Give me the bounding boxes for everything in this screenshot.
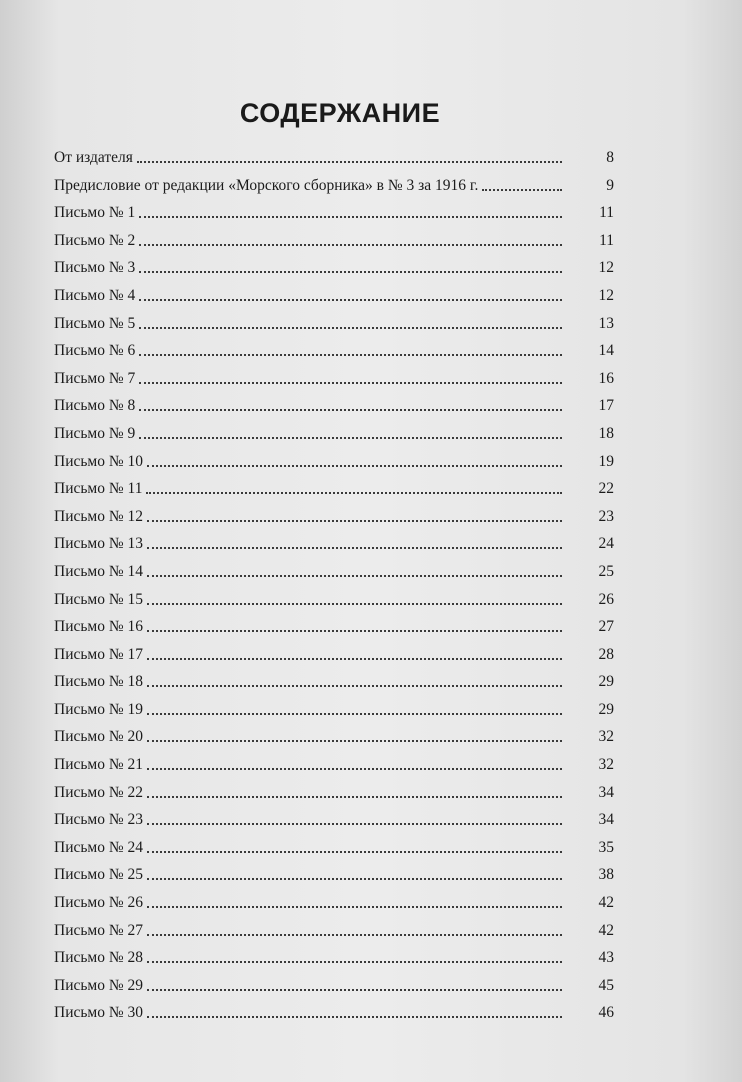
toc-entry-page-number: 26	[598, 590, 614, 608]
toc-entry-page-number: 12	[598, 286, 614, 304]
toc-entry	[54, 222, 614, 250]
toc-entry	[54, 940, 614, 968]
toc-entry-label: Письмо № 6	[54, 342, 136, 360]
toc-entry-page-number: 34	[598, 783, 614, 801]
toc-entry-page-number: 22	[598, 480, 614, 498]
dot-leader	[147, 851, 562, 853]
toc-entry-label: Письмо № 20	[54, 728, 144, 746]
toc-entry-label: Письмо № 14	[54, 562, 144, 580]
toc-entry-page-number: 11	[599, 204, 614, 222]
toc-entry-label: Письмо № 23	[54, 811, 144, 829]
toc-entry-page-number: 9	[606, 176, 614, 194]
toc-entry-page-number: 17	[598, 397, 614, 415]
dot-leader	[147, 768, 562, 770]
toc-entry	[54, 774, 614, 802]
toc-entry	[54, 145, 614, 167]
toc-entry-label: Письмо № 29	[54, 976, 144, 994]
toc-entry-label: Письмо № 8	[54, 397, 136, 415]
dot-leader	[147, 989, 562, 991]
dot-leader	[147, 630, 562, 632]
toc-entry-label: Письмо № 7	[54, 369, 136, 387]
toc-entry-page-number: 28	[598, 645, 614, 663]
toc-entry-label: Письмо № 25	[54, 866, 144, 884]
toc-entry-label: Письмо № 12	[54, 507, 144, 525]
dot-leader	[139, 354, 562, 356]
toc-entry	[54, 884, 614, 912]
toc-entry-label: Письмо № 24	[54, 838, 144, 856]
dot-leader	[147, 547, 562, 549]
toc-entry	[54, 746, 614, 774]
toc-entry-label: Письмо № 16	[54, 618, 144, 636]
dot-leader	[147, 878, 562, 880]
toc-entry-page-number: 35	[598, 838, 614, 856]
toc-entry-label: Письмо № 4	[54, 286, 136, 304]
dot-leader	[147, 713, 562, 715]
toc-entry	[54, 636, 614, 664]
dot-leader	[147, 465, 562, 467]
toc-entry	[54, 415, 614, 443]
dot-leader	[139, 271, 562, 273]
toc-entry-label: От издателя	[54, 149, 133, 166]
toc-entry	[54, 360, 614, 388]
toc-entry	[54, 250, 614, 278]
toc-entry-page-number: 38	[598, 866, 614, 884]
toc-entry	[54, 609, 614, 637]
toc-entry-page-number: 45	[598, 976, 614, 994]
dot-leader	[139, 382, 562, 384]
toc-entry	[54, 995, 614, 1023]
toc-entry-label: Письмо № 9	[54, 424, 136, 442]
toc-entry	[54, 388, 614, 416]
dot-leader	[147, 934, 562, 936]
dot-leader	[147, 961, 562, 963]
toc-entry	[54, 443, 614, 471]
dot-leader	[147, 823, 562, 825]
toc-entry-page-number: 24	[598, 535, 614, 553]
toc-entry	[54, 719, 614, 747]
dot-leader	[147, 603, 562, 605]
dot-leader	[139, 437, 562, 439]
toc-entry-page-number: 11	[599, 231, 614, 249]
dot-leader	[482, 189, 562, 191]
dot-leader	[147, 740, 562, 742]
toc-entry	[54, 664, 614, 692]
toc-entry-page-number: 18	[598, 424, 614, 442]
toc-entry	[54, 802, 614, 830]
toc-entry-page-number: 43	[598, 949, 614, 967]
page-title: СОДЕРЖАНИЕ	[239, 98, 441, 129]
dot-leader	[139, 299, 562, 301]
toc-entry	[54, 553, 614, 581]
toc-entry-label: Предисловие от редакции «Морского сборника» в № 3 за 1916 г.	[54, 176, 479, 194]
toc-entry	[54, 305, 614, 333]
toc-entry-label: Письмо № 19	[54, 700, 144, 718]
toc-entry-page-number: 16	[598, 369, 614, 387]
toc-entry-page-number: 29	[598, 700, 614, 718]
toc-entry-page-number: 14	[598, 342, 614, 360]
toc-entry	[54, 333, 614, 361]
toc-entry-label: Письмо № 15	[54, 590, 144, 608]
dot-leader	[147, 658, 562, 660]
toc-entry-label: Письмо № 27	[54, 921, 144, 939]
toc-entry	[54, 691, 614, 719]
toc-entry-page-number: 42	[598, 921, 614, 939]
toc-entry	[54, 167, 614, 195]
toc-entry-label: Письмо № 30	[54, 1004, 144, 1022]
dot-leader	[139, 244, 562, 246]
toc-entry-label: Письмо № 17	[54, 645, 144, 663]
toc-entry-page-number: 32	[598, 728, 614, 746]
toc-entry-label: Письмо № 10	[54, 452, 144, 470]
toc-entry-label: Письмо № 28	[54, 949, 144, 967]
toc-entry	[54, 498, 614, 526]
toc-entry-page-number: 23	[598, 507, 614, 525]
toc-entry	[54, 195, 614, 223]
toc-entry-page-number: 12	[598, 259, 614, 277]
toc-entry-page-number: 46	[598, 1004, 614, 1022]
dot-leader	[147, 520, 562, 522]
toc-entry-label: Письмо № 18	[54, 673, 144, 691]
toc-entry	[54, 526, 614, 554]
dot-leader	[147, 575, 562, 577]
toc-entry-label: Письмо № 5	[54, 314, 136, 332]
toc-entry	[54, 967, 614, 995]
dot-leader	[146, 492, 562, 494]
toc-entry-page-number: 27	[598, 618, 614, 636]
toc-entry-page-number: 34	[598, 811, 614, 829]
toc-entry	[54, 829, 614, 857]
toc-entry-label: Письмо № 11	[54, 480, 143, 498]
toc-entry-label: Письмо № 13	[54, 535, 144, 553]
toc-entry-page-number: 29	[598, 673, 614, 691]
toc-entry-page-number: 13	[598, 314, 614, 332]
dot-leader	[139, 216, 562, 218]
toc-entry-label: Письмо № 21	[54, 756, 144, 774]
toc-entry-label: Письмо № 3	[54, 259, 136, 277]
toc-entry-label: Письмо № 1	[54, 204, 136, 222]
toc-entry-page-number: 32	[598, 756, 614, 774]
toc-entry-page-number: 19	[598, 452, 614, 470]
toc-entry	[54, 857, 614, 885]
dot-leader	[139, 409, 562, 411]
dot-leader	[139, 327, 562, 329]
toc-entry-page-number: 42	[598, 894, 614, 912]
toc-entry-page-number: 8	[606, 149, 614, 166]
toc-entry	[54, 912, 614, 940]
toc-entry	[54, 581, 614, 609]
dot-leader	[147, 796, 562, 798]
toc-entry-label: Письмо № 26	[54, 894, 144, 912]
toc-entry	[54, 471, 614, 499]
toc-entry-label: Письмо № 2	[54, 231, 136, 249]
dot-leader	[147, 1016, 562, 1018]
toc-entry-label: Письмо № 22	[54, 783, 144, 801]
dot-leader	[147, 685, 562, 687]
toc-entry-page-number: 25	[598, 562, 614, 580]
table-of-contents	[54, 145, 614, 1022]
dot-leader	[137, 161, 562, 163]
toc-entry	[54, 277, 614, 305]
dot-leader	[147, 906, 562, 908]
